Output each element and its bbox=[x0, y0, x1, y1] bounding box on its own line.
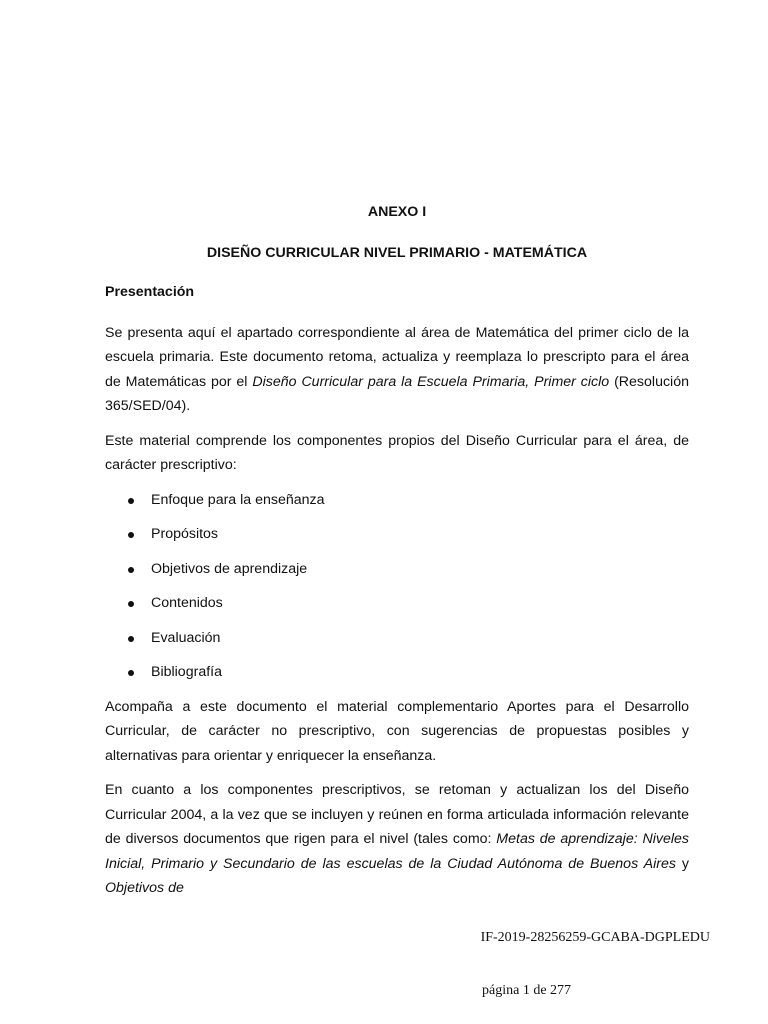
list-item: Objetivos de aprendizaje bbox=[128, 557, 689, 582]
bullet-icon bbox=[128, 601, 134, 607]
document-title: DISEÑO CURRICULAR NIVEL PRIMARIO - MATEMÁTICA bbox=[206, 244, 588, 261]
italic-reference: Metas de aprendizaje: Niveles Inicial, Primario y Secundario de las escuelas de la Ciudad Autónoma de Buenos Aires bbox=[105, 831, 689, 872]
paragraph-complementary: Acompaña a este documento el material complementario Aportes para el Desarrollo Curricular, de carácter no prescriptivo, con sugerencias de propuestas posibles y alternativas para orientar y enriquecer la enseñanza. bbox=[105, 698, 689, 764]
italic-reference: Objetivos de bbox=[105, 880, 184, 896]
components-list bbox=[105, 488, 689, 685]
page-content bbox=[105, 200, 689, 911]
list-item: Enfoque para la enseñanza bbox=[128, 488, 689, 513]
list-item: Evaluación bbox=[128, 626, 689, 651]
annex-label: ANEXO I bbox=[367, 204, 427, 220]
paragraph-prescriptive: En cuanto a los componentes prescriptivos, se retoman y actualizan los del Diseño Curricular 2004, a la vez que se incluyen y reúnen en forma articulada información relevante de diversos documentos que rigen para el nivel (tales como: Metas de aprendizaje: Niveles Inicial, Primario y Secundario de las escuelas de la Ciudad Autónoma de Buenos Aires y Objetivos de bbox=[105, 782, 689, 896]
bullet-icon bbox=[128, 670, 134, 676]
bullet-icon bbox=[128, 498, 134, 504]
page-number: página 1 de 277 bbox=[482, 983, 572, 998]
bullet-icon bbox=[128, 567, 134, 573]
list-item: Contenidos bbox=[128, 591, 689, 616]
bullet-icon bbox=[128, 636, 134, 642]
list-item: Bibliografía bbox=[128, 660, 689, 685]
italic-reference: Diseño Curricular para la Escuela Primaria, Primer ciclo bbox=[252, 373, 610, 390]
bullet-icon bbox=[128, 532, 134, 538]
list-item: Propósitos bbox=[128, 522, 689, 547]
paragraph-components: Este material comprende los componentes propios del Diseño Curricular para el área, de carácter prescriptivo: bbox=[105, 432, 689, 473]
paragraph-presentation: Se presenta aquí el apartado correspondiente al área de Matemática del primer ciclo de la escuela primaria. Este documento retoma, actualiza y reemplaza lo prescripto para el área de Matemáticas por el Diseño Curricular para la Escuela Primaria, Primer ciclo (Resolución 365/SED/04). bbox=[105, 324, 689, 414]
section-heading: Presentación bbox=[105, 284, 195, 300]
document-id: IF-2019-28256259-GCABA-DGPLEDU bbox=[480, 930, 710, 945]
